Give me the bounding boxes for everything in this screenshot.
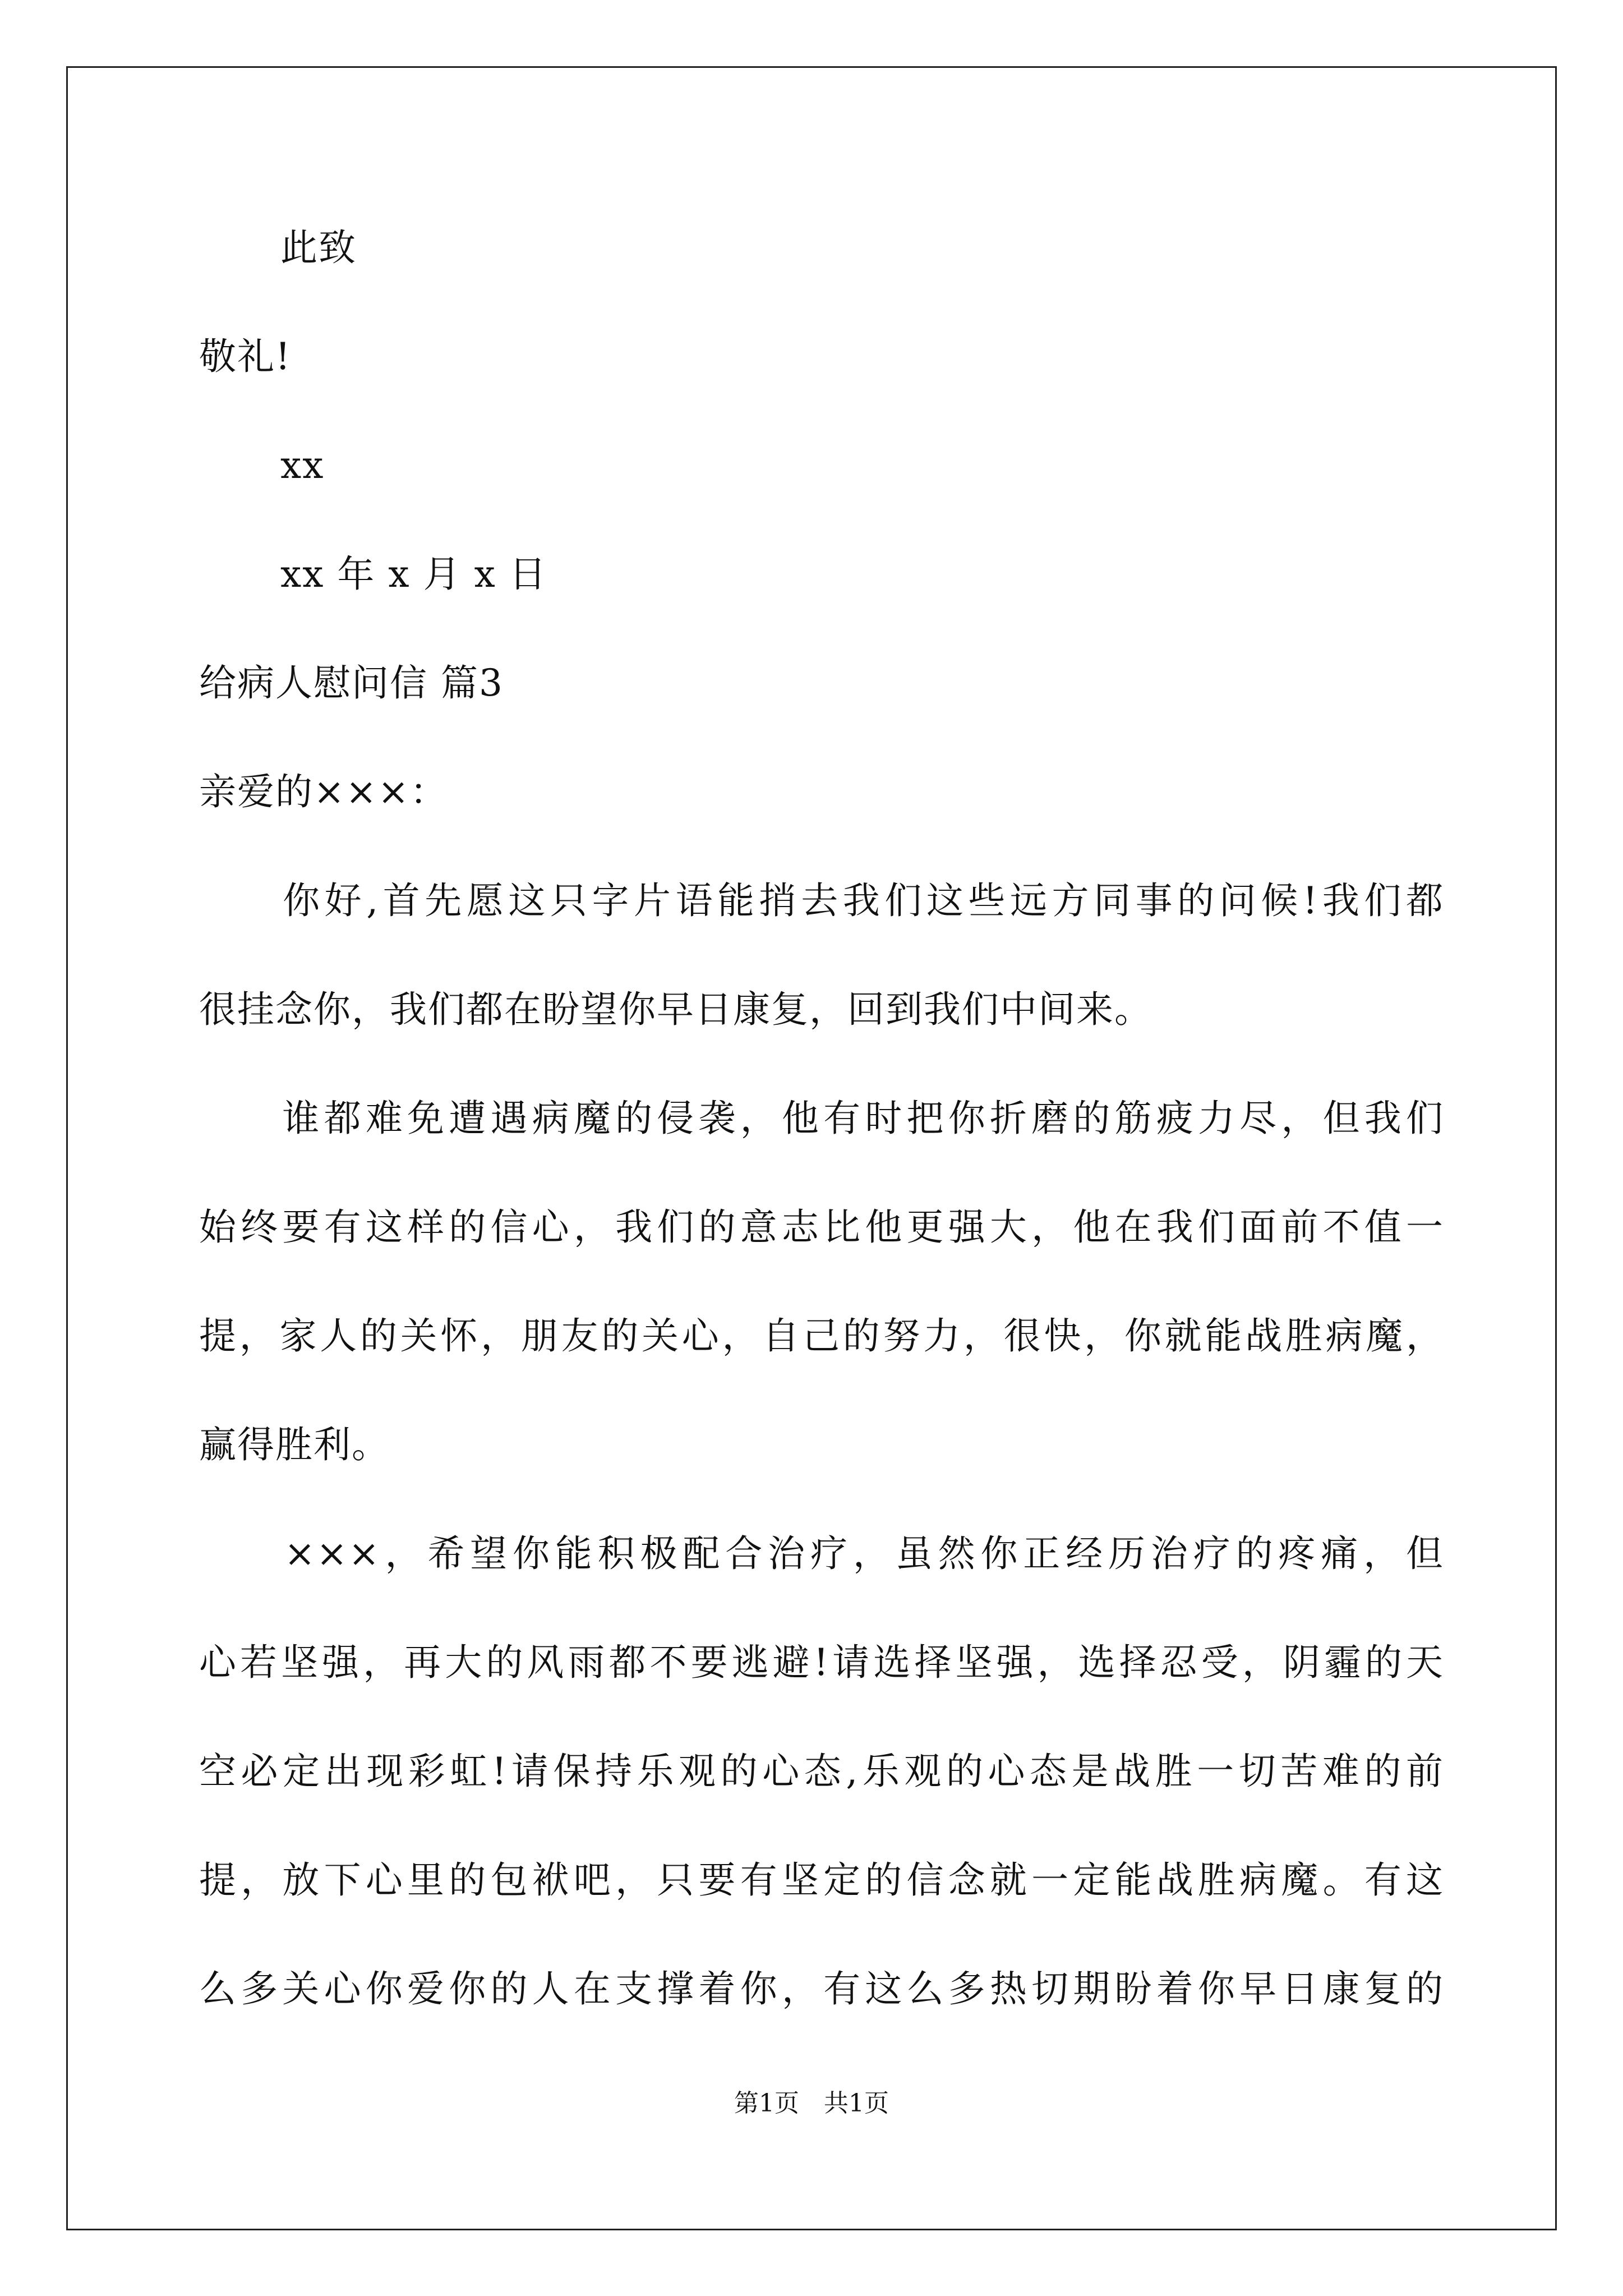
- paragraph-1-line-2: 很挂念你，我们都在盼望你早日康复，回到我们中间来。: [199, 988, 1152, 1031]
- letter-greeting: 亲爱的×××：: [199, 770, 448, 813]
- page-border: [66, 66, 1557, 2230]
- paragraph-3-line-3: 空必定出现彩虹!请保持乐观的心态,乐观的心态是战胜一切苦难的前: [199, 1750, 1444, 1793]
- paragraph-2-line-1: 谁都难免遭遇病魔的侵袭，他有时把你折磨的筋疲力尽，但我们: [199, 1097, 1444, 1140]
- paragraph-2-line-4: 赢得胜利。: [199, 1423, 390, 1466]
- page-footer: 第1页 共1页: [734, 2089, 889, 2118]
- paragraph-2-line-3: 提，家人的关怀，朋友的关心，自己的努力，很快，你就能战胜病魔，: [199, 1314, 1444, 1358]
- paragraph-1-line-1: 你好,首先愿这只字片语能捎去我们这些远方同事的问候!我们都: [199, 879, 1444, 922]
- paragraph-3-line-5: 么多关心你爱你的人在支撑着你，有这么多热切期盼着你早日康复的: [199, 1967, 1444, 2010]
- letter-date: xx 年 x 月 x 日: [280, 553, 547, 596]
- section-title: 给病人慰问信 篇3: [199, 661, 504, 705]
- paragraph-3-line-1: ×××，希望你能积极配合治疗，虽然你正经历治疗的疼痛，但: [199, 1532, 1444, 1575]
- paragraph-2-line-2: 始终要有这样的信心，我们的意志比他更强大，他在我们面前不值一: [199, 1205, 1444, 1249]
- letter-salute: 敬礼!: [199, 335, 292, 378]
- paragraph-3-line-4: 提，放下心里的包袱吧，只要有坚定的信念就一定能战胜病魔。有这: [199, 1858, 1444, 1902]
- letter-signature: xx: [280, 444, 325, 487]
- paragraph-3-line-2: 心若坚强，再大的风雨都不要逃避!请选择坚强，选择忍受，阴霾的天: [199, 1641, 1444, 1684]
- letter-closing: 此致: [280, 226, 357, 269]
